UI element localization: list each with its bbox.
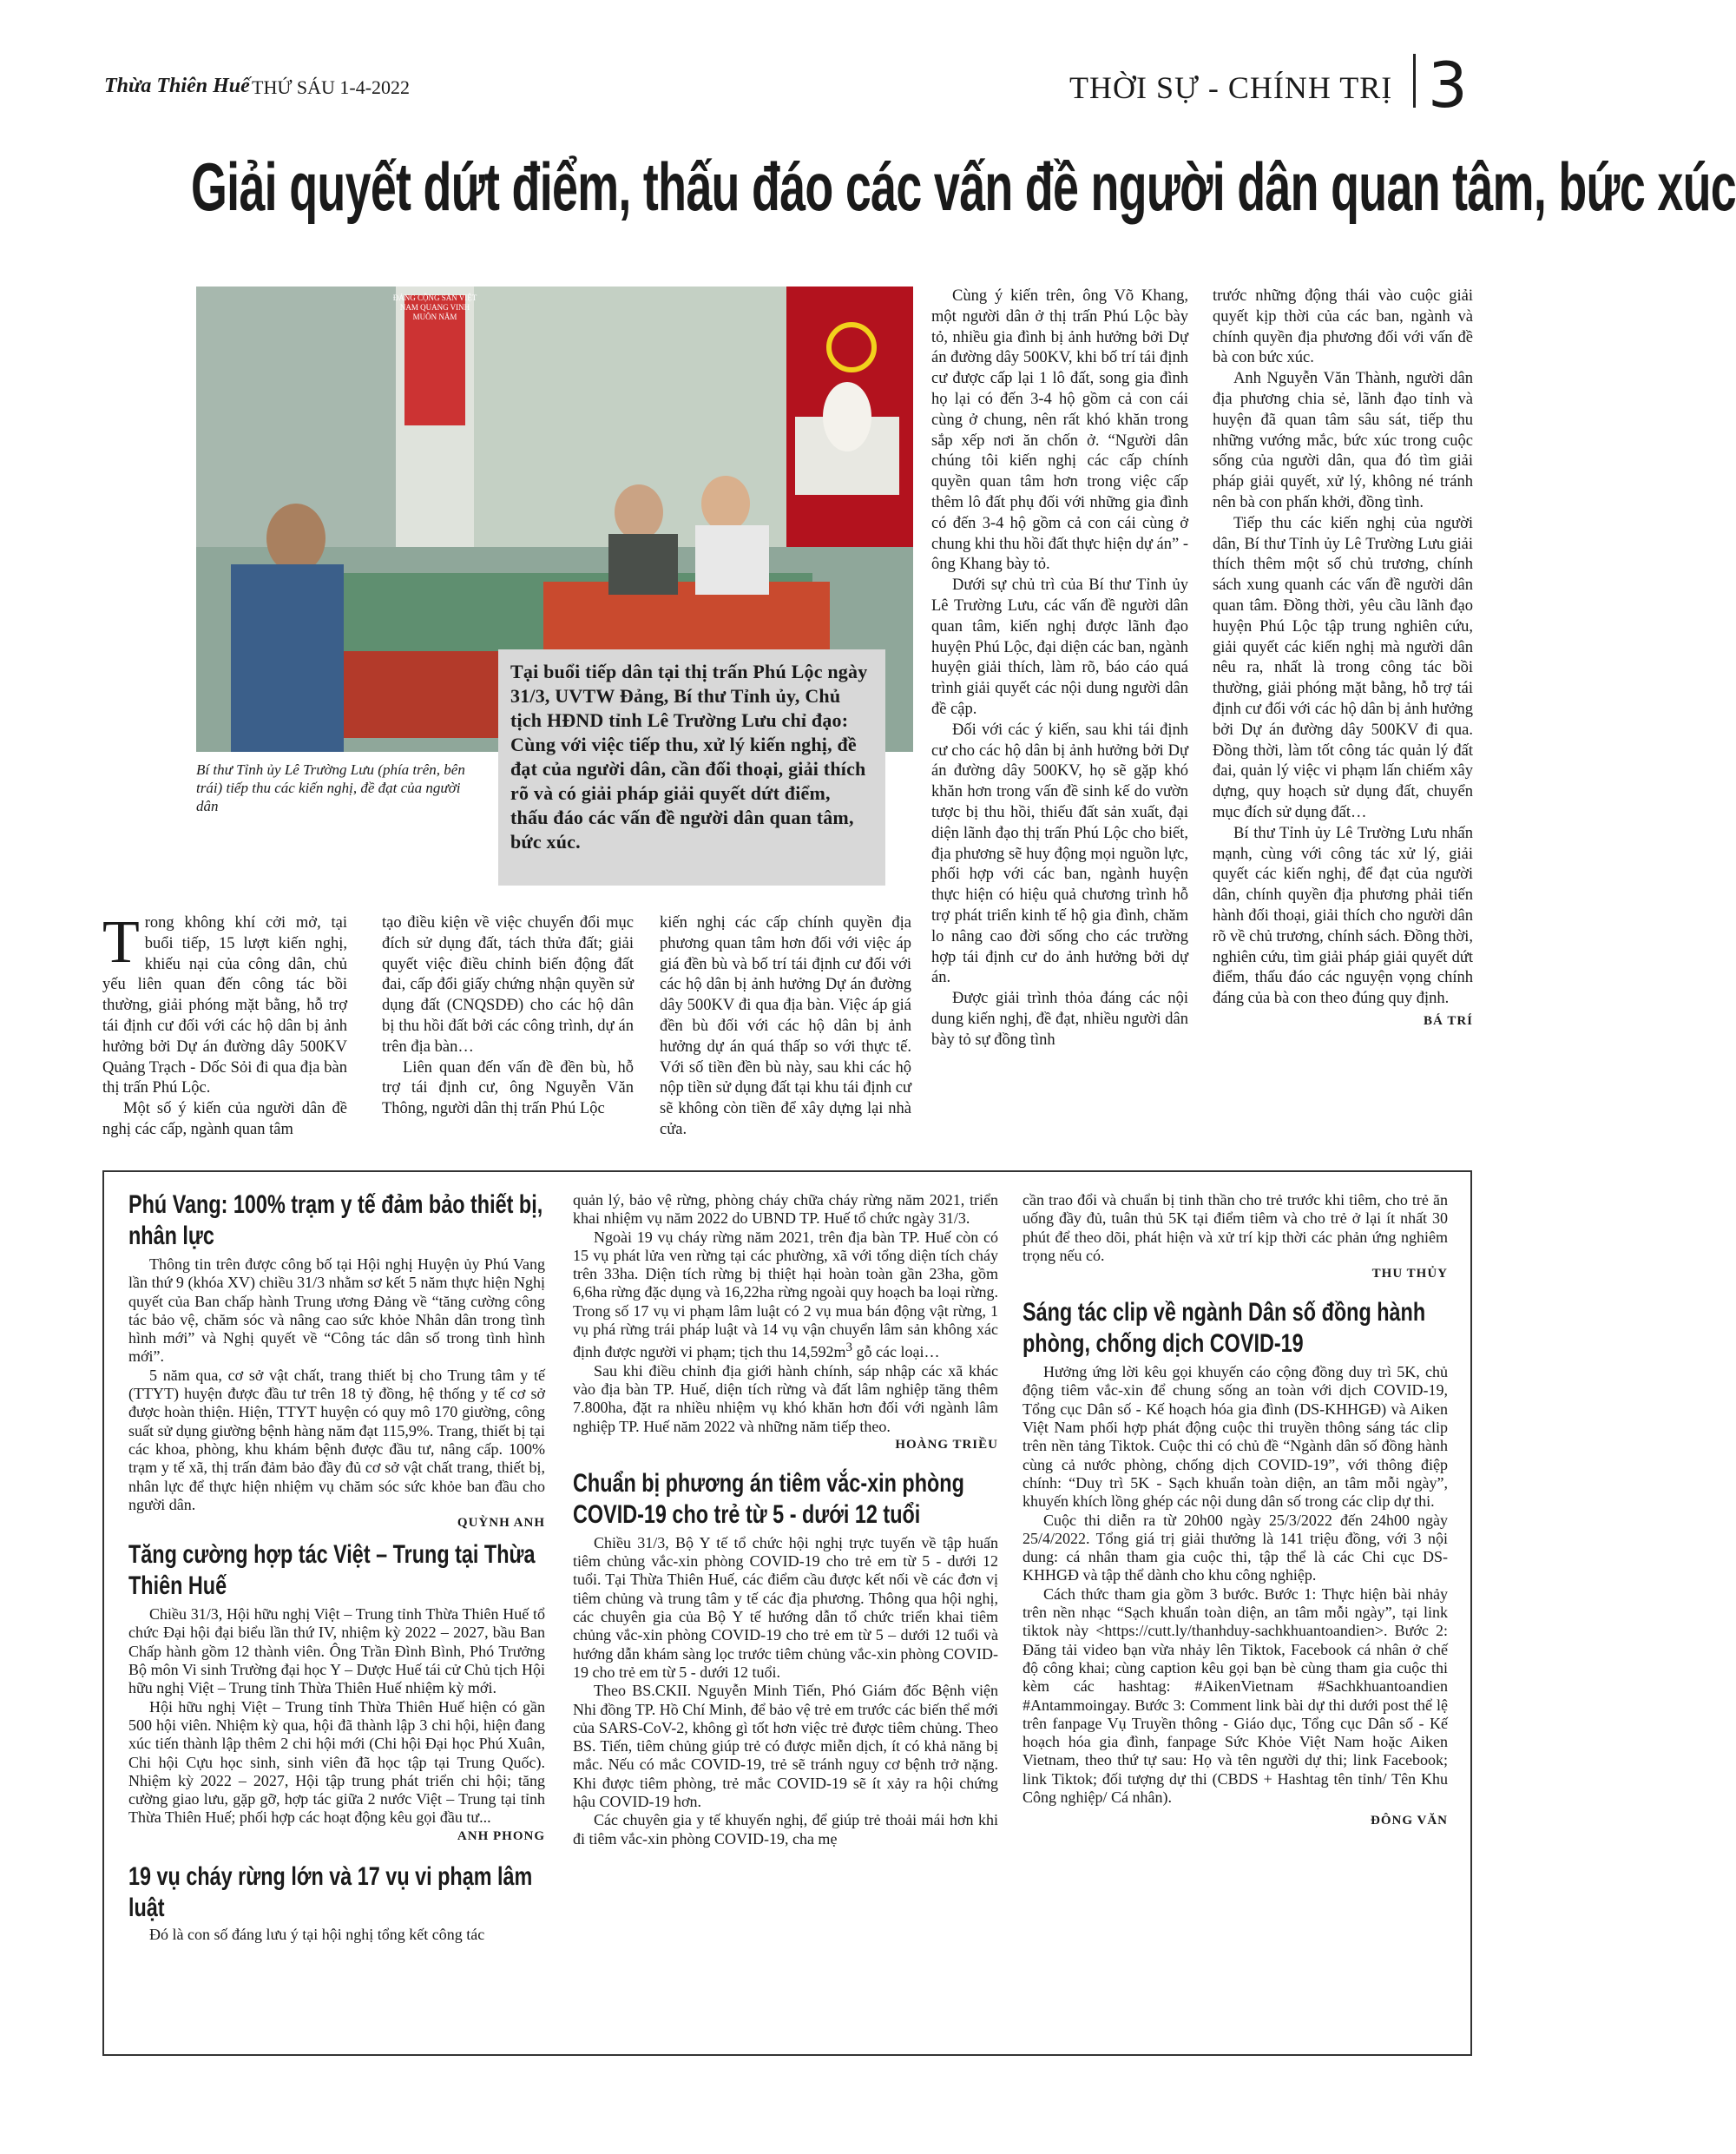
brief-author: ANH PHONG	[457, 1828, 545, 1843]
superscript: 3	[845, 1340, 853, 1355]
issue-date: THỨ SÁU 1-4-2022	[252, 76, 411, 98]
main-column-5	[1213, 287, 1473, 1032]
paragraph: Bí thư Tỉnh ủy Lê Trường Lưu nhấn mạnh, cùng với công tác xử lý, giải quyết các kiến nghị, để đạt của người dân, chính quyền địa phương phải tiến hành đối thoại, giải thích cho người dân rõ về chủ trương, chính sách. Đồng thời, nghiên cứu, tìm giải pháp giải quyết dứt điểm, thấu đáo các nguyện vọng chính đáng của bà con theo đúng quy định.	[1213, 824, 1473, 1008]
paragraph: Cùng ý kiến trên, ông Võ Khang, một người dân ở thị trấn Phú Lộc bày tỏ, nhiều gia đình bị ảnh hưởng bởi Dự án đường dây 500KV, khi bố trí tái định cư được cấp lại 1 lô đất, song gia đình họ lại có đến 3-4 hộ gồm cả con cái cùng ở chung, nên rất khó khăn trong sắp xếp nơi ăn chốn ở. “Người dân chúng tôi kiến nghị các cấp chính quyền quan tâm hơn trong việc cấp thêm lô đất phụ đối với những gia đình có đến 3-4 hộ gồm cả con cái cùng ở chung khi thu hồi đất thực hiện dự án” - ông Khang bày tỏ.	[931, 287, 1188, 574]
header-divider	[1413, 54, 1416, 108]
paragraph: Tiếp thu các kiến nghị của người dân, Bí thư Tỉnh ủy Lê Trường Lưu giải thích thêm một số chủ trương, chính sách xung quanh các vấn đề người dân quan tâm. Đồng thời, yêu cầu lãnh đạo huyện Phú Lộc tập trung nghiên cứu, giải quyết các kiến nghị mà người dân nêu ra, nhất là trong công tác bồi thường, giải phóng mặt bằng, hỗ trợ tái định cư đối với các hộ dân bị ảnh hưởng bởi Dự án đường dây 500KV đi qua. Đồng thời, làm tốt công tác quản lý đất đai, quản lý việc vi phạm lấn chiếm xây dựng, quy hoạch sử dụng đất, chuyển mục đích sử dụng đất…	[1213, 514, 1473, 821]
main-headline: Giải quyết dứt điểm, thấu đáo các vấn đề người dân quan tâm, bức xúc	[191, 148, 1736, 225]
paragraph: Cuộc thi diễn ra từ 20h00 ngày 25/3/2022 đến 24h00 ngày 25/4/2022. Tổng giá trị giải thưởng là 141 triệu đồng, với 3 nội dung: cá nhân tham gia cuộc thi, tập thể là các Chi cục DS-KHHGĐ và tập thể dành cho khu công nghiệp.	[1023, 1511, 1448, 1584]
brief-title: Chuẩn bị phương án tiêm vắc-xin phòng COVID-19 cho trẻ từ 5 - dưới 12 tuổi	[573, 1468, 964, 1529]
paragraph: Được giải trình thỏa đáng các nội dung kiến nghị, đề đạt, nhiều người dân bày tỏ sự đồng tình	[931, 990, 1188, 1049]
main-column-2	[382, 913, 634, 1120]
photo-banner-text: ĐẢNG CỘNG SẢN VIỆT NAM QUANG VINH MUÔN NĂM	[392, 293, 477, 321]
paragraph: gỗ các loại…	[852, 1343, 940, 1361]
box-column-1	[128, 1189, 545, 1944]
brief-author: ĐÔNG VĂN	[1371, 1814, 1448, 1828]
paragraph: Anh Nguyễn Văn Thành, người dân địa phương chia sẻ, lãnh đạo tỉnh và huyện đã quan tâm sâu sát, tiếp thu những vướng mắc, bức xúc trong cuộc sống của người dân, qua đó tìm giải pháp giải quyết, xử lý, không né tránh nên bà con phấn khởi, đồng tình.	[1213, 370, 1473, 511]
paragraph: Dưới sự chủ trì của Bí thư Tỉnh ủy Lê Trường Lưu, các vấn đề người dân quan tâm, kiến nghị được lãnh đạo huyện Phú Lộc, đại diện các ban, ngành huyện giải thích, làm rõ, báo cáo quá trình giải quyết các nội dung người dân đề cập.	[931, 576, 1188, 718]
paragraph: kiến nghị các cấp chính quyền địa phương quan tâm hơn đối với việc áp giá đền bù và bố trí tái định cư đối với các hộ dân bị ảnh hưởng Dự án đường dây 500KV đi qua địa bàn. Việc áp giá đền bù đối với các hộ dân bị ảnh hưởng dự án quá thấp so với thực tế. Với số tiền đền bù này, sau khi các hộ nộp tiền sử dụng đất tại khu tái định cư sẽ không còn tiền để xây dựng lại nhà cửa.	[660, 914, 911, 1138]
newspaper-name: Thừa Thiên Huế	[104, 75, 250, 97]
brief-author: HOÀNG TRIỀU	[895, 1437, 998, 1452]
paragraph: Thông tin trên được công bố tại Hội nghị Huyện ủy Phú Vang lần thứ 9 (khóa XV) chiều 31/3 nhằm sơ kết 5 năm thực hiện Nghị quyết của Ban chấp hành Trung ương Đảng về “tăng cường công tác bảo vệ, chăm sóc và nâng cao sức khỏe Nhân dân trong tình hình mới” và Nghị quyết về “Công tác dân số trong tình hình mới”.	[128, 1255, 545, 1366]
paragraph: Liên quan đến vấn đề đền bù, hỗ trợ tái định cư, ông Nguyễn Văn Thông, người dân thị trấn Phú Lộc	[382, 1058, 634, 1118]
paragraph: trước những động thái vào cuộc giải quyết kịp thời của các ban, ngành và chính quyền địa phương đối với vấn đề bà con bức xúc.	[1213, 287, 1473, 367]
lead-quote-box: Tại buổi tiếp dân tại thị trấn Phú Lộc ngày 31/3, UVTW Đảng, Bí thư Tỉnh ủy, Chủ tịch HĐND tỉnh Lê Trường Lưu chỉ đạo: Cùng với việc tiếp thu, xử lý kiến nghị, đề đạt của người dân, cần đối thoại, giải thích rõ và có giải pháp giải quyết dứt điểm, thấu đáo các vấn đề người dân quan tâm, bức xúc.	[498, 649, 885, 886]
box-column-3	[1023, 1191, 1448, 1828]
brief-title: Tăng cường hợp tác Việt – Trung tại Thừa Thiên Huế	[128, 1540, 536, 1601]
main-column-4	[931, 287, 1188, 1051]
paragraph: Ngoài 19 vụ cháy rừng năm 2021, trên địa bàn TP. Huế còn có 15 vụ phát lửa ven rừng tại các phường, xã với tổng diện tích cháy trên 33ha. Diện tích rừng bị thiệt hại hoàn toàn gần 23ha, gồm 6,6ha rừng đặc dụng và 16,22ha rừng ngoài quy hoạch ba loại rừng. Trong số 17 vụ vi phạm lâm luật có 2 vụ mua bán động vật rừng, 1 vụ phá rừng trái pháp luật và 14 vụ vận chuyển lâm sản không xác định được người vi phạm; tịch thu 14,592m	[573, 1228, 998, 1361]
paragraph: 5 năm qua, cơ sở vật chất, trang thiết bị cho Trung tâm y tế (TTYT) huyện được đầu tư trên 18 tỷ đồng, hệ thống y tế cơ sở được hoàn thiện. Hiện, TTYT huyện có quy mô 170 giường, công suất sử dụng giường bệnh hàng năm đạt 115,9%. Trang, thiết bị tại các khoa, phòng, khu khám bệnh được đầu tư, nâng cấp. 100% trạm y tế xã, thị trấn đảm bảo đầy đủ cơ sở vật chất trang, thiết bị, nhân lực để thực hiện nhiệm vụ chăm sóc sức khỏe ban đầu cho người dân.	[128, 1366, 545, 1513]
dropcap-letter: T	[102, 909, 140, 976]
brief-title: Phú Vang: 100% trạm y tế đảm bảo thiết bị, nhân lực	[128, 1190, 543, 1250]
paragraph: Hưởng ứng lời kêu gọi khuyến cáo cộng đồng duy trì 5K, chủ động tiêm vắc-xin để chung sống an toàn với dịch COVID-19, Tổng cục Dân số - Kế hoạch hóa gia đình (DS-KHHGĐ) và Aiken Việt Nam phối hợp phát động cuộc thi truyền thông sáng tác clip trên nền tảng Tiktok. Cuộc thi có chủ đề “Ngành dân số đồng hành cùng cả nước phòng, chống dịch COVID-19”, với thông điệp chính: “Duy trì 5K - Sạch khuẩn toàn diện, an tâm mỗi ngày”, khuyến khích lồng ghép các nội dung dân số trong các clip dự thi.	[1023, 1363, 1448, 1511]
paragraph: Đó là con số đáng lưu ý tại hội nghị tổng kết công tác	[149, 1925, 485, 1943]
brief-title: 19 vụ cháy rừng lớn và 17 vụ vi phạm lâm luật	[128, 1861, 533, 1922]
paragraph: tạo điều kiện về việc chuyển đổi mục đích sử dụng đất, tách thửa đất; giải quyết việc điều chỉnh biến động đất đai, cấp đổi giấy chứng nhận quyền sử dụng đất (CNQSDĐ) cho các hộ dân bị thu hồi đất bởi các công trình, dự án trên địa bàn…	[382, 914, 634, 1056]
brief-author: QUỲNH ANH	[457, 1516, 545, 1531]
box-column-2	[573, 1191, 998, 1848]
paragraph: Theo BS.CKII. Nguyễn Minh Tiến, Phó Giám đốc Bệnh viện Nhi đồng TP. Hồ Chí Minh, để bảo vệ trẻ em trước các biến thể mới của SARS-CoV-2, không gì tốt hơn việc trẻ được tiêm chủng. Theo BS. Tiến, tiêm chủng giúp trẻ có được miễn dịch, ít có khả năng bị mắc. Nếu có mắc COVID-19, trẻ sẽ tránh nguy cơ bệnh trở nặng. Khi được tiêm phòng, trẻ mắc COVID-19 sẽ ít xảy ra hội chứng hậu COVID-19 hơn.	[573, 1682, 998, 1811]
section-title: THỜI SỰ - CHÍNH TRỊ	[1069, 70, 1393, 105]
brief-title: Sáng tác clip về ngành Dân số đồng hành phòng, chống dịch COVID-19	[1023, 1298, 1426, 1359]
paragraph: quản lý, bảo vệ rừng, phòng cháy chữa cháy rừng năm 2021, triển khai nhiệm vụ năm 2022 do UBND TP. Huế tổ chức ngày 31/3.	[573, 1191, 998, 1228]
page-number: 3	[1428, 49, 1468, 122]
paragraph: Đối với các ý kiến, sau khi tái định cư cho các hộ dân bị ảnh hưởng bởi Dự án đường dây 500KV, họ sẽ gặp khó khăn hơn trong vấn đề sinh kế do vườn tược bị thu hồi, thiếu đất sản xuất, đại diện lãnh đạo thị trấn Phú Lộc cho biết, địa phương sẽ huy động mọi nguồn lực, phối hợp với các ban, ngành huyện thực hiện có hiệu quả chương trình hỗ trợ phát triển kinh tế hộ gia đình, chăm lo nâng cao đời sống cho các trường hợp tái định cư do ảnh hưởng bởi dự án.	[931, 721, 1188, 987]
paragraph: Một số ý kiến của người dân đề nghị các cấp, ngành quan tâm	[102, 1100, 347, 1138]
paragraph: Cách thức tham gia gồm 3 bước. Bước 1: Thực hiện bài nhảy trên nền nhạc “Sạch khuẩn toàn diện, an tâm mỗi ngày”, tại link tiktok này <https://cutt.ly/thanhduy-sachkhuantoandien>. Bước 2: Đăng tải video bạn vừa nhảy lên Tiktok, Facebook cá nhân ở chế độ công khai; cùng caption kêu gọi bạn bè cùng tham gia cuộc thi kèm các hashtag: #AikenVietnam #Sachkhuantoandien #Antammoingay. Bước 3: Comment link bài dự thi dưới post thể lệ trên fanpage Vụ Truyền thông - Giáo dục, Tổng cục Dân số - Kế hoạch hóa gia đình, fanpage Sức Khỏe Việt Nam hoặc Aiken Vietnam, theo thứ tự sau: Họ và tên người dự thi; link Facebook; link Tiktok; đối tượng dự thi (CBDS + Hashtag tên tỉnh/ Tên Khu Công nghiệp/ Cá nhân).	[1023, 1584, 1448, 1807]
brief-author: THU THỦY	[1371, 1267, 1448, 1281]
paragraph: rong không khí cởi mở, tại buổi tiếp, 15 lượt kiến nghị, khiếu nại của công dân, chủ yếu liên quan đến công tác bồi thường, giải phóng mặt bằng, hỗ trợ tái định cư đối với các hộ dân bị ảnh hưởng bởi Dự án đường dây 500KV Quảng Trạch - Dốc Sỏi đi qua địa bàn thị trấn Phú Lộc.	[102, 914, 347, 1097]
paragraph: Hội hữu nghị Việt – Trung tỉnh Thừa Thiên Huế hiện có gần 500 hội viên. Nhiệm kỳ qua, hội đã thành lập 3 chi hội, hiện đang xúc tiến thành lập thêm 2 chi hội mới (Chi hội Đại học Phú Xuân, Chi hội Cựu học sinh, sinh viên đã học tập tại Trung Quốc). Nhiệm kỳ 2022 – 2027, Hội tập trung phát triển chi hội; tăng cường giao lưu, gặp gỡ, hợp tác giữa 2 nước Việt – Trung tại tỉnh Thừa Thiên Huế; phối hợp các hoạt động kêu gọi đầu tư...	[128, 1697, 545, 1827]
photo-caption: Bí thư Tỉnh ủy Lê Trường Lưu (phía trên, bên trái) tiếp thu các kiến nghị, đề đạt của người dân	[196, 761, 465, 814]
paragraph: Sau khi điều chỉnh địa giới hành chính, sáp nhập các xã khác vào địa bàn TP. Huế, diện tích rừng và đất lâm nghiệp tăng thêm 7.800ha, đặt ra nhiều nhiệm vụ khó khăn hơn đối với ngành lâm nghiệp TP. Huế năm 2022 và những năm tiếp theo.	[573, 1361, 998, 1435]
paragraph: Các chuyên gia y tế khuyến nghị, để giúp trẻ thoải mái hơn khi đi tiêm vắc-xin phòng COVID-19, cha mẹ	[573, 1811, 998, 1848]
main-column-3	[660, 913, 911, 1141]
paragraph: Chiều 31/3, Bộ Y tế tổ chức hội nghị trực tuyến về tập huấn tiêm chủng vắc-xin phòng COVID-19 cho trẻ em từ 5 - dưới 12 tuổi. Tại Thừa Thiên Huế, các điểm cầu được kết nối về các đơn vị tiêm chủng và trung tâm y tế các địa phương. Thông qua hội nghị, các chuyên gia của Bộ Y tế hướng dẫn tổ chức triển khai tiêm chủng vắc-xin phòng COVID-19 cho trẻ em từ 5 – dưới 12 tuổi và hướng dẫn khám sàng lọc trước tiêm chủng vắc-xin phòng COVID-19 cho trẻ em từ 5 - dưới 12 tuổi.	[573, 1533, 998, 1681]
article-author: BÁ TRÍ	[1424, 1013, 1473, 1028]
paragraph: cần trao đổi và chuẩn bị tinh thần cho trẻ trước khi tiêm, cho trẻ ăn uống đầy đủ, tuân thủ 5K tại điểm tiêm và cho trẻ ở lại ít nhất 30 phút để theo dõi, phát hiện và xử trí kịp thời các phản ứng nghiêm trọng nếu có.	[1023, 1191, 1448, 1264]
paragraph: Chiều 31/3, Hội hữu nghị Việt – Trung tỉnh Thừa Thiên Huế tổ chức Đại hội đại biểu lần thứ IV, nhiệm kỳ 2022 – 2027, bầu Ban Chấp hành gồm 12 thành viên. Ông Trần Đình Bình, Phó Trưởng Bộ môn Vi sinh Trường đại học Y – Dược Huế tái cử Chủ tịch Hội hữu nghị Việt – Trung tỉnh Thừa Thiên Huế nhiệm kỳ mới.	[128, 1605, 545, 1697]
main-column-1	[102, 909, 347, 1141]
